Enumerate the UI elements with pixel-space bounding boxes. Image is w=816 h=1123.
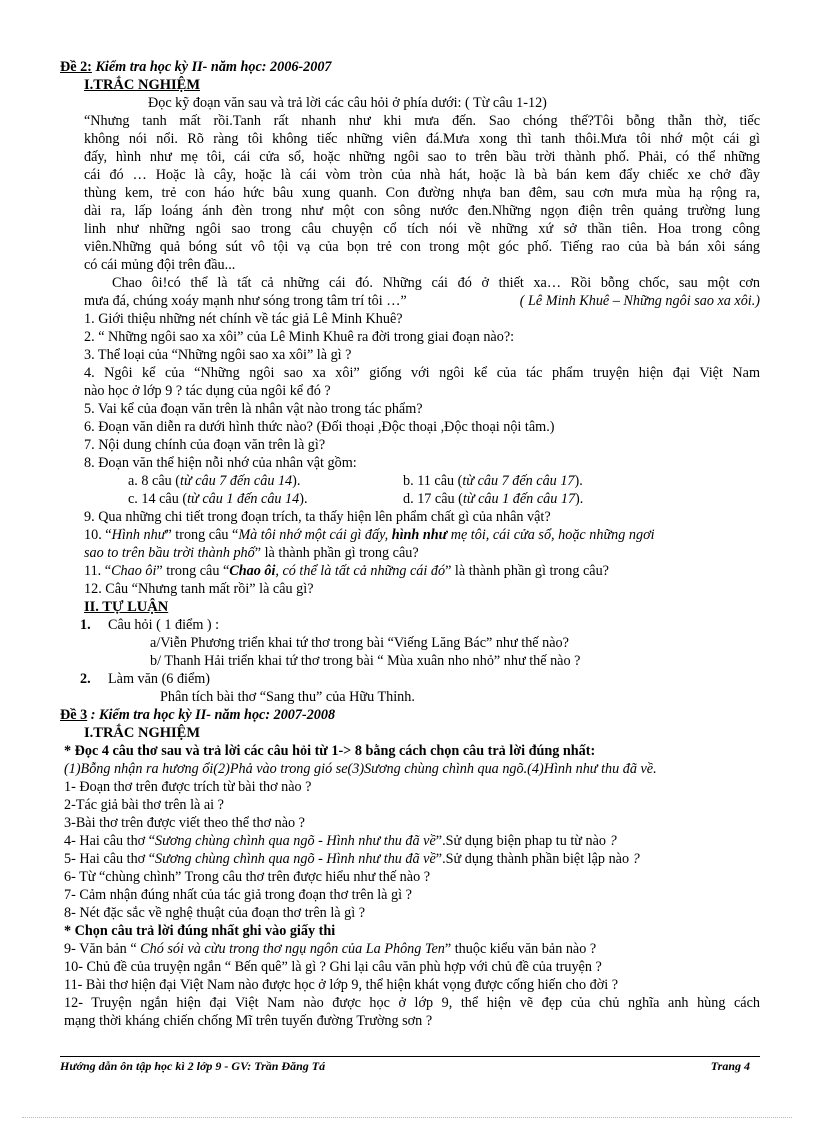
de3-question-12-cont: mạng thời kháng chiến chống Mĩ trên tuyến đường Trường sơn ? — [64, 1013, 433, 1029]
essay-1b: b/ Thanh Hải triển khai tứ thơ trong bài “ Mùa xuân nho nhỏ” như thế nào ? — [150, 653, 581, 669]
passage-line: thùng kem, trẻ con háo hức bâu xung quanh. Con đường nhựa ban đêm, sau cơn mưa mùa hạ rộng ra, — [84, 185, 760, 201]
de2-label: Đề 2: — [60, 59, 92, 75]
question-8-options-cd — [60, 490, 760, 508]
question-4-cont: nào học ở lớp 9 ? tác dụng của ngôi kể đó ? — [84, 383, 331, 399]
option-d: d. 17 câu (từ câu 1 đến câu 17). — [403, 491, 584, 507]
de3-question-6: 6- Từ “chùng chình” Trong câu thơ trên được hiểu như thế nào ? — [64, 869, 431, 885]
de3-instruction-2: * Chọn câu trả lời đúng nhất ghi vào giấy thi — [64, 923, 336, 939]
essay-1: 1. Câu hỏi ( 1 điểm ) : — [80, 617, 220, 633]
de3-question-8: 8- Nét đặc sắc về nghệ thuật của đoạn thơ trên là gì ? — [64, 905, 365, 921]
de3-question-9: 9- Văn bản “ Chó sói và cừu trong thơ ngụ ngôn của La Phông Ten” thuộc kiểu văn bản nào ? — [64, 941, 597, 957]
question-10: 10. “Hình như” trong câu “Mà tôi nhớ một cái gì đấy, hình như mẹ tôi, cái cửa sổ, hoặc những ngơi — [84, 527, 655, 543]
de3-instruction: * Đọc 4 câu thơ sau và trả lời các câu hỏi từ 1-> 8 bằng cách chọn câu trả lời đúng nhất: — [64, 743, 596, 759]
passage-line: “Nhưng tanh mất rồi.Tanh rất nhanh như khi mưa đến. Sao chóng thế?Tôi bỗng thẫn thờ, tiếc — [84, 113, 760, 129]
passage-line: viên.Những quả bóng sút vô tội vạ của bọn trẻ con trong một góc phố. Tiếng rao của bà bán xôi sáng — [84, 239, 760, 255]
page-number: Trang 4 — [710, 1059, 750, 1073]
de2-questions — [60, 310, 760, 598]
question-5: 5. Vai kể của đoạn văn trên là nhân vật nào trong tác phẩm? — [84, 401, 423, 417]
de3-question-2: 2-Tác giả bài thơ trên là ai ? — [64, 797, 224, 813]
de3-question-7: 7- Cảm nhận đúng nhất của tác giả trong đoạn thơ trên là gì ? — [64, 887, 412, 903]
question-10-cont: sao to trên bầu trời thành phố” là thành phần gì trong câu? — [84, 545, 419, 561]
question-12: 12. Câu “Nhưng tanh mất rồi” là câu gì? — [84, 581, 314, 597]
essay-1a: a/Viễn Phương triển khai tứ thơ trong bài “Viếng Lăng Bác” như thế nào? — [150, 635, 569, 651]
question-7: 7. Nội dung chính của đoạn văn trên là gì? — [84, 437, 326, 453]
question-4: 4. Ngôi kể của “Những ngôi sao xa xôi” giống với ngôi kể của tác phẩm truyện hiện đại Việt Nam — [84, 365, 760, 381]
question-3: 3. Thể loại của “Những ngôi sao xa xôi” là gì ? — [84, 347, 352, 363]
de3-question-5: 5- Hai câu thơ “Sương chùng chình qua ngõ - Hình như thu đã về”.Sử dụng thành phần biệt lập nào ? — [64, 851, 640, 867]
option-b: b. 11 câu (từ câu 7 đến câu 17). — [403, 473, 583, 489]
option-a: a. 8 câu (từ câu 7 đến câu 14). — [128, 473, 301, 489]
de3-poem: (1)Bỗng nhận ra hương ổi(2)Phả vào trong gió se(3)Sương chùng chình qua ngõ.(4)Hình như thu đã về. — [64, 761, 657, 777]
de2-section-trac-nghiem: I.TRẮC NGHIỆM — [84, 77, 201, 93]
de2-passage — [60, 112, 760, 310]
exam-page — [60, 58, 760, 1030]
de3-title: Kiểm tra học kỳ II- năm học: 2007-2008 — [95, 707, 336, 723]
de3-section-trac-nghiem: I.TRẮC NGHIỆM — [84, 725, 201, 741]
passage-line: đấy, hình như mẹ tôi, cái cửa sổ, hoặc những ngôi sao to trên bầu trời thành phố. Phải, có thể những — [84, 149, 760, 165]
question-8: 8. Đoạn văn thể hiện nỗi nhớ của nhân vật gồm: — [84, 455, 357, 471]
page-footer — [60, 1056, 760, 1074]
essay-2: 2. Làm văn (6 điểm) — [80, 671, 211, 687]
passage-source: ( Lê Minh Khuê – Những ngôi sao xa xôi.) — [519, 293, 760, 309]
passage-line: dài ra, lấp loáng ánh đèn trong như một con sông nước đen.Những ngọn điện trên quảng trường lung — [84, 203, 760, 219]
question-6: 6. Đoạn văn diễn ra dưới hình thức nào? (Đối thoại ,Độc thoại ,Độc thoại nội tâm.) — [84, 419, 555, 435]
question-1: 1. Giới thiệu những nét chính về tác giả Lê Minh Khuê? — [84, 311, 403, 327]
de3-question-3: 3-Bài thơ trên được viết theo thể thơ nào ? — [64, 815, 305, 831]
de2-instruction: Đọc kỹ đoạn văn sau và trả lời các câu hỏi ở phía dưới: ( Từ câu 1-12) — [148, 95, 547, 111]
option-c: c. 14 câu (từ câu 1 đến câu 14). — [128, 491, 308, 507]
passage-line: linh như những ngôi sao trong câu chuyện cổ tích nói về những xứ sở thần tiên. Hoa trong công — [84, 221, 760, 237]
de3-heading: Đề 3 : Kiểm tra học kỳ II- năm học: 2007-2008 — [60, 707, 336, 723]
de2-title: Kiểm tra học kỳ II- năm học: 2006-2007 — [91, 59, 332, 75]
question-11: 11. “Chao ôi” trong câu “Chao ôi, có thể là tất cả những cái đó” là thành phần gì trong câu? — [84, 563, 609, 579]
passage-line: Chao ôi!có thể là tất cả những cái đó. Những cái đó ở thiết xa… Rồi bỗng chốc, sau một cơn — [112, 275, 760, 291]
de3-question-12: 12- Truyện ngắn hiện đại Việt Nam nào được học ở lớp 9, thể hiện vẽ đẹp của chủ nghĩa anh hùng cách — [64, 995, 760, 1011]
de3-question-4: 4- Hai câu thơ “Sương chùng chình qua ngõ - Hình như thu đã về”.Sử dụng biện phap tu từ nào ? — [64, 833, 617, 849]
page-edge-divider — [22, 1117, 792, 1118]
de2-heading — [60, 58, 760, 76]
de3-label: Đề 3 — [60, 707, 88, 723]
de3-question-11: 11- Bài thơ hiện đại Việt Nam nào được học ở lớp 9, thể hiện khát vọng được cống hiến cho đời ? — [64, 977, 619, 993]
question-2: 2. “ Những ngôi sao xa xôi” của Lê Minh Khuê ra đời trong giai đoạn nào?: — [84, 329, 515, 345]
essay-2a: Phân tích bài thơ “Sang thu” của Hữu Thỉnh. — [160, 689, 415, 705]
passage-line: có cái mủng đội trên đầu... — [84, 257, 236, 273]
de2-section-tu-luan: II. TỰ LUẬN — [84, 599, 169, 615]
passage-line: cái đó … Hoặc là cây, hoặc là cái vòm tròn của nhà hát, hoặc là bà bán kem đẩy chiếc xe chở đầy — [84, 167, 760, 183]
de3-question-10: 10- Chủ đề của truyện ngắn “ Bến quê” là gì ? Ghi lại câu văn phù hợp với chủ đề của truyện ? — [64, 959, 602, 975]
de3-question-1: 1- Đoạn thơ trên được trích từ bài thơ nào ? — [64, 779, 312, 795]
passage-line: mưa đá, chúng xoáy mạnh như sóng trong tâm trí tôi …” ( Lê Minh Khuê – Những ngôi sao xa xôi.) — [84, 293, 760, 309]
passage-line: không nói nổi. Rõ ràng tôi không tiếc những viên đá.Mưa xong thì tanh thôi.Mưa tôi nhớ một cái gì — [84, 131, 760, 147]
question-9: 9. Qua những chi tiết trong đoạn trích, ta thấy hiện lên phẩm chất gì của nhân vật? — [84, 509, 551, 525]
footer-left: Hướng dẫn ôn tập học kì 2 lớp 9 - GV: Trần Đăng Tá — [60, 1059, 326, 1073]
question-8-options-ab — [60, 472, 760, 490]
